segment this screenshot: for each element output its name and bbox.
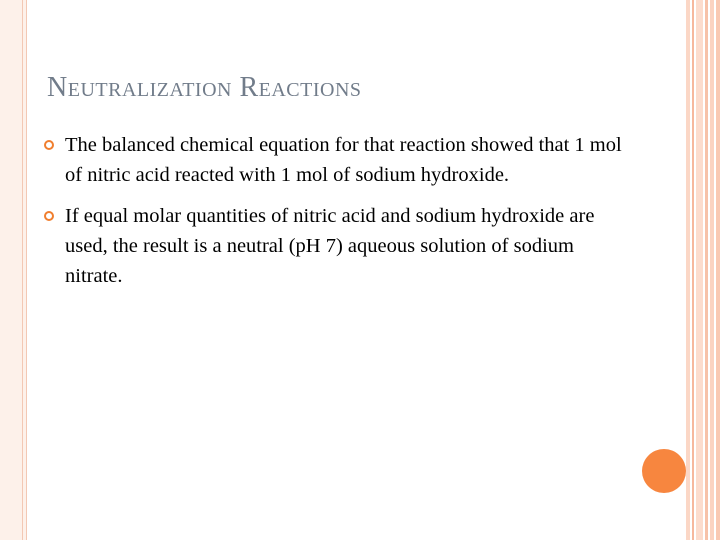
bullet-item <box>43 130 633 190</box>
border-stripe <box>710 0 714 540</box>
bullet-text: The balanced chemical equation for that reaction showed that 1 mol of nitric acid reacted with 1 mol of sodium hydroxide. <box>65 134 622 186</box>
bullet-circle-icon <box>44 140 54 150</box>
bullet-item <box>43 201 633 291</box>
bullet-text: If equal molar quantities of nitric acid and sodium hydroxide are used, the result is a neutral (pH 7) aqueous solution of sodium nitrate. <box>65 205 595 287</box>
border-stripe <box>696 0 703 540</box>
left-decorative-border <box>0 0 27 540</box>
decorative-circle <box>642 449 686 493</box>
left-border-line <box>22 0 23 540</box>
border-stripe <box>686 0 690 540</box>
border-stripe <box>705 0 708 540</box>
bullet-list <box>43 130 633 302</box>
slide-title: Neutralization Reactions <box>47 72 362 103</box>
border-stripe <box>716 0 720 540</box>
bullet-circle-icon <box>44 211 54 221</box>
border-stripe <box>692 0 694 540</box>
right-decorative-border <box>686 0 720 540</box>
